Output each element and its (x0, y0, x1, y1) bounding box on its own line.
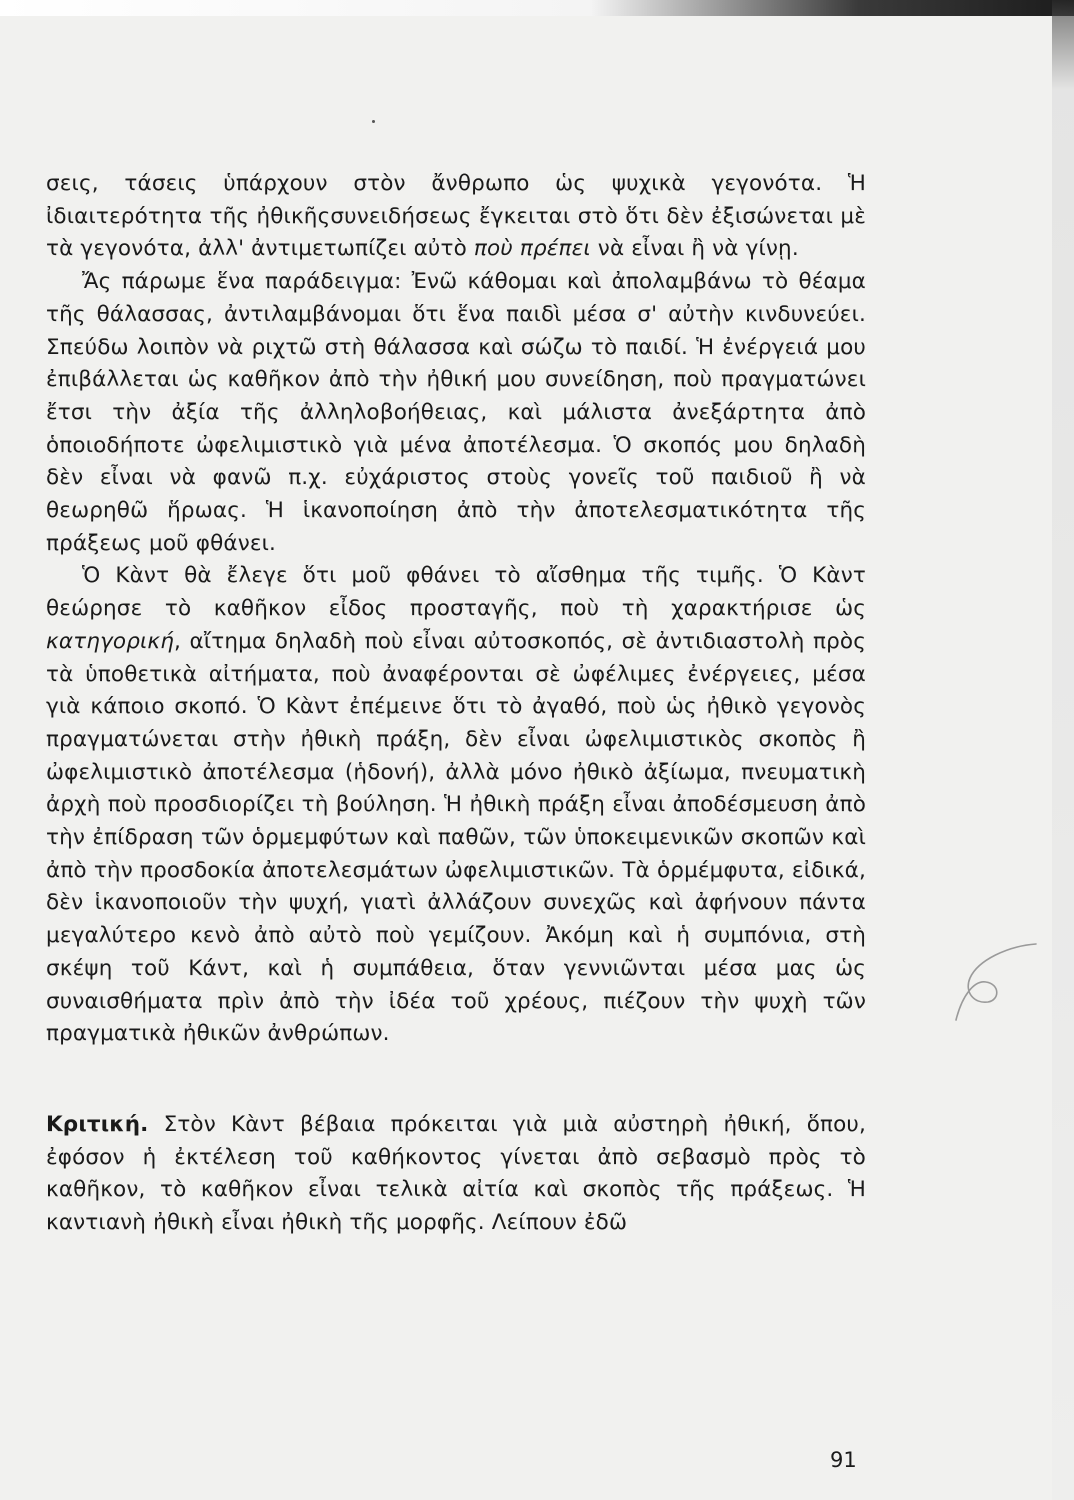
paragraph-3-tail: , αἴτημα δηλαδὴ ποὺ εἶναι αὐτοσκοπός, σὲ ἀντιδιαστολὴ πρὸς τὰ ὑποθετικὰ αἰτήματα, ποὺ ἀναφέρονται σὲ ὠφέλιμες ἐνέργειες, μέσα γιὰ κάποιο σκοπό. Ὁ Κὰντ ἐπέμεινε ὅτι τὸ ἀγαθό, ποὺ ὡς ἠθικὸ γεγονὸς πραγματώνεται στὴν ἠθικὴ πράξη, δὲν εἶναι ὠφελιμιστικὸς σκοπὸς ἢ ὠφελιμιστικὸ ἀποτέλεσμα (ἡδονή), ἀλλὰ μόνο ἠθικὸ ἀξίωμα, πνευματικὴ ἀρχὴ ποὺ προσδιορίζει τὴ βούληση. Ἡ ἠθικὴ πράξη εἶναι ἀποδέσμευση ἀπὸ τὴν ἐπίδραση τῶν ὁρμεμφύτων καὶ παθῶν, τῶν ὑποκειμενικῶν σκοπῶν καὶ ἀπὸ τὴν προσδοκία ἀποτελεσμάτων ὠφελιμιστικῶν. Τὰ ὁρμέμφυτα, εἰδικά, δὲν ἱκανοποιοῦν τὴν ψυχή, γιατὶ ἀλλάζουν συνεχῶς καὶ ἀφήνουν πάντα μεγαλύτερο κενὸ ἀπὸ αὐτὸ ποὺ γεμίζουν. Ἀκόμη καὶ ἡ συμπόνια, στὴ σκέψη τοῦ Κάντ, καὶ ἡ συμπάθεια, ὅταν γεννιῶνται μέσα μας ὡς συναισθήματα πρὶν ἀπὸ τὴν ἰδέα τοῦ χρέους, πιέζουν τὴν ψυχὴ τῶν πραγματικὰ ἠθικῶν ἀνθρώπων. (46, 628, 866, 1047)
pencil-scribble-icon (948, 938, 1040, 1028)
paragraph-1-text: σεις, τάσεις ὑπάρχουν στὸν ἄνθρωπο ὡς ψυχικὰ γεγονότα. Ἡ ἰδιαιτερότητα τῆς ἠθικῆςσυνειδήσεως ἔγκειται στὸ ὅτι δὲν ἐξισώνεται μὲ τὰ γεγονότα, ἀλλ' ἀντιμετωπίζει αὐτὸ (46, 171, 866, 262)
paragraph-3-emphasis: κατηγορική (46, 628, 175, 654)
stray-dot (372, 120, 375, 123)
paragraph-1-tail: νὰ εἶναι ἢ νὰ γίνῃ. (590, 236, 799, 262)
page-number: 91 (830, 1448, 857, 1472)
paragraph-3 (46, 560, 866, 1051)
critique-text: Στὸν Κὰντ βέβαια πρόκειται γιὰ μιὰ αὐστηρὴ ἠθική, ὅπου, ἐφόσον ἡ ἐκτέλεση τοῦ καθήκοντος γίνεται ἀπὸ σεβασμὸ πρὸς τὸ καθῆκον, τὸ καθῆκον εἶναι τελικὰ αἰτία καὶ σκοπὸς τῆς πράξεως. Ἡ καντιανὴ ἠθικὴ εἶναι ἠθικὴ τῆς μορφῆς. Λείπουν ἐδῶ (46, 1111, 866, 1236)
paragraph-2: Ἄς πάρωμε ἕνα παράδειγμα: Ἐνῶ κάθομαι καὶ ἀπολαμβάνω τὸ θέαμα τῆς θάλασσας, ἀντιλαμβάνομαι ὅτι ἕνα παιδὶ μέσα σ' αὐτὴν κινδυνεύει. Σπεύδω λοιπὸν νὰ ριχτῶ στὴ θάλασσα καὶ σώζω τὸ παιδί. Ἡ ἐνέργειά μου ἐπιβάλλεται ὡς καθῆκον ἀπὸ τὴν ἠθική μου συνείδηση, ποὺ πραγματώνει ἔτσι τὴν ἀξία τῆς ἀλληλοβοήθειας, καὶ μάλιστα ἀνεξάρτητα ἀπὸ ὁποιοδήποτε ὠφελιμιστικὸ γιὰ μένα ἀποτέλεσμα. Ὁ σκοπός μου δηλαδὴ δὲν εἶναι νὰ φανῶ π.χ. εὐχάριστος στοὺς γονεῖς τοῦ παιδιοῦ ἢ νὰ θεωρηθῶ ἥρωας. Ἡ ἱκανοποίηση ἀπὸ τὴν ἀποτελεσματικότητα τῆς πράξεως μοῦ φθάνει. (46, 269, 866, 556)
paragraph-3-text: Ὁ Κὰντ θὰ ἔλεγε ὅτι μοῦ φθάνει τὸ αἴσθημα τῆς τιμῆς. Ὁ Κὰντ θεώρησε τὸ καθῆκον εἶδος προσταγῆς, ποὺ τὴ χαρακτήρισε ὡς (46, 563, 866, 622)
page-body (46, 168, 866, 1240)
paragraph-1 (46, 168, 866, 266)
critique-label: Κριτική. (46, 1111, 149, 1137)
scan-edge-top (0, 0, 1074, 16)
paragraph-1-emphasis: ποὺ πρέπει (473, 236, 591, 262)
scan-edge-right (1052, 0, 1074, 1500)
critique-paragraph (46, 1109, 866, 1240)
